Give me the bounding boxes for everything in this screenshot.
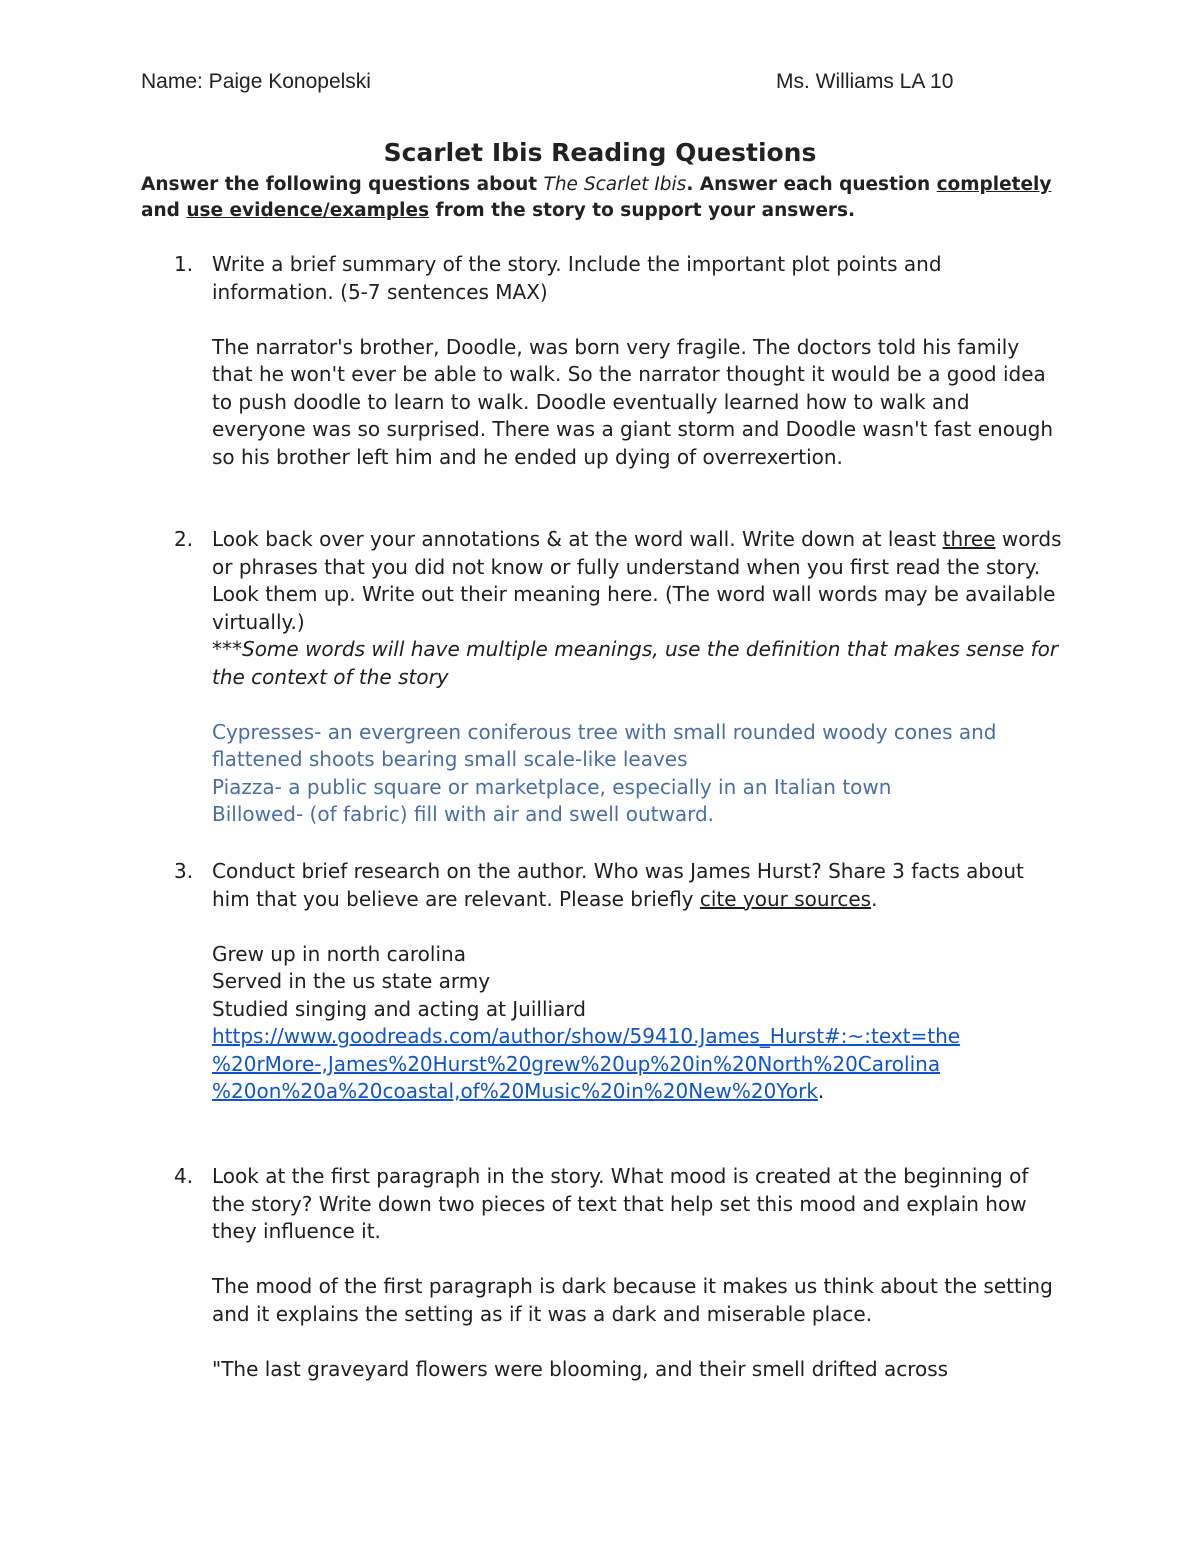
question-prompt [212,858,1066,913]
teacher-class: Ms. Williams LA 10 [776,70,954,93]
question-4 [141,1163,1066,1383]
link-end: . [817,1079,825,1103]
instructions-text: . Answer each question [686,174,937,195]
emphasis-cite-sources: cite your sources [699,886,872,911]
instructions [141,172,1061,224]
question-number: 1. [174,252,194,276]
page-title: Scarlet Ibis Reading Questions [383,138,817,167]
question-number: 4. [174,1164,194,1188]
answer-text: The narrator's brother, Doodle, was born very fragile. The doctors told his family that he won't ever be able to walk. So the narrator thought it would be a good idea to push doodle to learn to walk. Doodle eventually learned how to walk and everyone was so surprised. There was a giant storm and Doodle wasn't fast enough so his brother left him and he ended up dying of overrexertion. [212,334,1054,469]
question-note: ***Some words will have multiple meanings, use the definition that makes sense for the context of the story [212,637,1059,689]
instructions-text: Answer the following questions about [141,174,544,195]
prompt-text: . [871,886,878,911]
vocab-answer: Piazza- a public square or marketplace, especially in an Italian town [212,774,892,799]
source-link[interactable]: https://www.goodreads.com/author/show/59410.James_Hurst#:~:text=the [212,1024,961,1048]
student-name: Name: Paige Konopelski [141,70,371,93]
question-3 [141,858,1066,1106]
question-prompt [212,526,1066,636]
emphasis-completely: completely [936,174,1052,195]
book-title: The Scarlet Ibis [543,174,687,195]
instructions-text: and [141,200,187,221]
question-prompt: Write a brief summary of the story. Include the important plot points and information. (5-7 sentences MAX) [212,252,942,304]
prompt-text: Conduct brief research on the author. Who was James Hurst? Share 3 facts about him that you believe are relevant. Please briefly [212,859,1024,911]
answer-text: The mood of the first paragraph is dark because it makes us think about the setting and it explains the setting as if it was a dark and miserable place. [212,1274,1053,1326]
question-number: 2. [174,527,194,551]
prompt-text: words or phrases that you did not know or fully understand when you first read the story. Look them up. Write out their meaning here. (The word wall words may be available virtually.) [212,527,1062,634]
source-link-block [212,1023,1066,1106]
instructions-text: from the story to support your answers. [429,200,856,221]
vocab-answer: Cypresses- an evergreen coniferous tree with small rounded woody cones and flattened shoots bearing small scale-like leaves [212,719,997,771]
quote-text: "The last graveyard flowers were blooming, and their smell drifted across [212,1356,949,1381]
fact-item: Served in the us state army [212,969,491,993]
vocab-answer: Billowed- (of fabric) fill with air and swell outward. [212,802,715,826]
question-prompt: Look at the first paragraph in the story. What mood is created at the beginning of the story? Write down two pieces of text that help set this mood and explain how they influence it. [212,1164,1029,1243]
emphasis-evidence: use evidence/examples [186,200,430,221]
question-number: 3. [174,859,194,883]
question-1 [141,251,1066,471]
source-link[interactable]: %20on%20a%20coastal,of%20Music%20in%20New%20York [212,1079,818,1103]
prompt-text: Look back over your annotations & at the word wall. Write down at least [212,527,943,551]
fact-item: Grew up in north carolina [212,941,466,966]
fact-item: Studied singing and acting at Juilliard [212,996,586,1021]
source-link[interactable]: %20rMore-,James%20Hurst%20grew%20up%20in%20North%20Carolina [212,1051,941,1076]
question-2 [141,526,1066,829]
emphasis-three: three [942,527,996,551]
